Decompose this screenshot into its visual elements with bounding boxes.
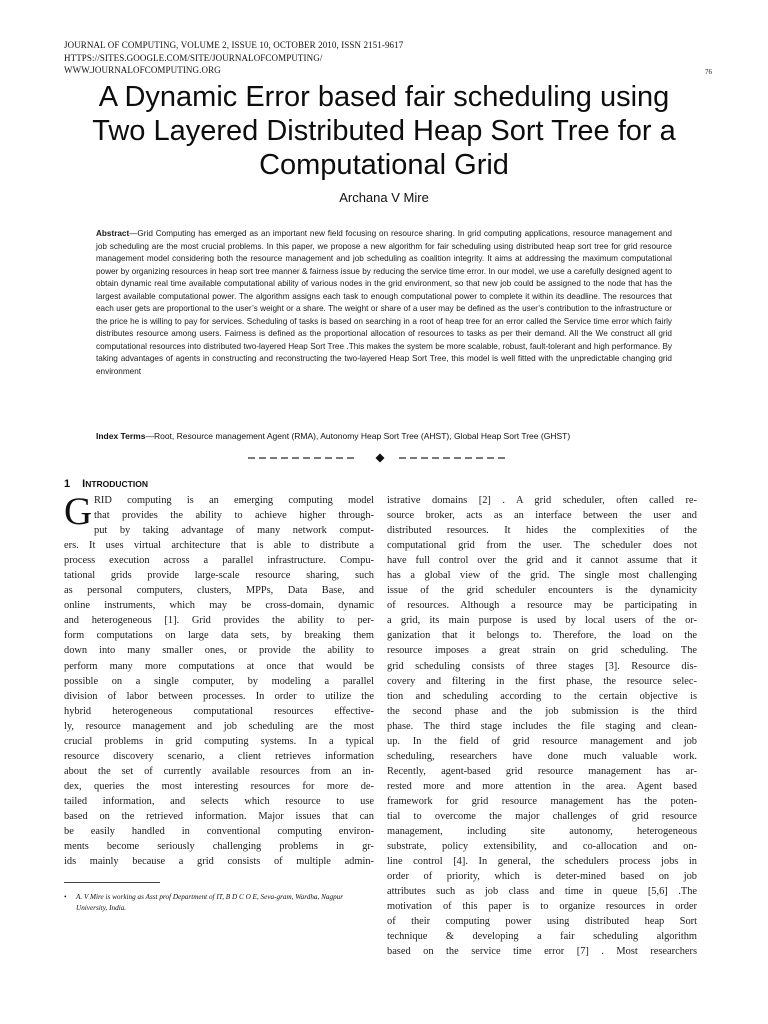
body-line: covery and filtering in the first phase, the resource selec-	[387, 675, 697, 687]
body-line: rested more and more attention in the area. Agent based	[387, 780, 697, 792]
body-line: hybrid heterogeneous computational resources effective-	[64, 705, 374, 717]
body-line: based on the service time error [7] . Most researchers	[387, 946, 697, 958]
body-line: of their computing power using distributed heap Sort	[387, 916, 697, 928]
section-title-initial: I	[82, 478, 86, 490]
body-line: possible on a single computer, by modeling a parallel	[64, 675, 374, 687]
abstract-text: —Grid Computing has emerged as an important new field focusing on resource sharing. In grid computing applications, resource management and job scheduling are the most crucial problems. In this paper, we propose a new algorithm for fair scheduling using distributed heap sort tree for grid resource management model considering both the resource management and job scheduling as coalition integrity. It aims at addressing the maximum computational power by organizing resources in heap sort tree manner & fairness issue by reducing the service time error. In our model, we use a carefully designed agent to obtain dynamic real time available computational ability of various nodes in the grid environment, so that new job could be assigned to the node that has the largest available computational power. The algorithm assigns each task to enough computational power to complete it within its deadline. The resources that each user gets are proportional to the user’s weight or a share. The weight or share of a user may be defined as the user’s contribution to the infrastructure or the price he is willing to pay for services. Scheduling of tasks is based on searching in a root of heap tree for an error called the Service time error which fairly distributes resource among users. Fairness is defined as the proportional allocation of resources to tasks as per their demand. All the We construct all grid computational resources into distributed two-layered Heap Sort Tree .This makes the system be more scalable, robust, fault-tolerant and high performance. By taking advantages of agents in constructing and reconstructing the two-layered Heap Sort Tree, this model is well fitted with the unpredictable changing grid environment	[96, 229, 672, 377]
right-column	[387, 493, 697, 959]
body-line: down into many smaller ones, or provide the ability to	[64, 645, 374, 657]
body-line: attributes such as job class and time in queue [5,6] .The	[387, 886, 697, 898]
abstract	[96, 228, 672, 379]
diamond-icon	[376, 454, 385, 463]
body-line: issue of the grid scheduler encounters is the dynamicity	[387, 585, 697, 597]
body-line: ids mainly because a grid consists of multiple admin-	[64, 856, 374, 868]
body-line: division of labor between processes. In order to utilize the	[64, 690, 374, 702]
author-footnote	[64, 892, 374, 914]
section-separator	[64, 450, 704, 466]
body-line: of resources. Although a resource may be participating in	[387, 600, 697, 612]
page-number: 76	[705, 68, 712, 76]
body-line: be easily handled in conventional computing environ-	[64, 826, 374, 838]
index-terms-label: Index Terms	[96, 431, 146, 441]
body-line: resource discovery scenario, a client retrieves information	[64, 750, 374, 762]
body-line: online instruments, which may be cross-domain, dynamic	[64, 600, 374, 612]
body-line: computational grid from the user. The scheduler does not	[387, 540, 697, 552]
body-line: tational grids provide large-scale resource sharing, such	[64, 570, 374, 582]
body-line: substrate, policy extensibility, and co-allocation and on-	[387, 841, 697, 853]
body-line: dex, queries the most interesting resources for more de-	[64, 780, 374, 792]
body-line: ly, resource management and job scheduling are the most	[64, 720, 374, 732]
body-line: scheduling, researchers have done much valuable work.	[387, 750, 697, 762]
body-line: process execution across a parallel infrastructure. Compu-	[64, 555, 374, 567]
body-line: tial to overcome the major challenges of grid resource	[387, 810, 697, 822]
footnote-text: A. V Mire is working as Asst prof Department of IT, B D C O E, Seva-gram, Wardha, Nagpur University, India.	[76, 893, 344, 912]
body-line: has a global view of the grid. The single most challenging	[387, 570, 697, 582]
body-line: RID computing is an emerging computing model	[94, 495, 374, 506]
body-line: ganization that it belongs to. Therefore, the load on the	[387, 630, 697, 642]
body-line: istrative domains [2] . A grid scheduler, often called re-	[387, 495, 697, 506]
body-line: put by taking advantage of many network comput-	[94, 525, 374, 537]
index-terms-text: —Root, Resource management Agent (RMA), Autonomy Heap Sort Tree (AHST), Global Heap Sort Tree (GHST)	[145, 431, 571, 441]
body-line: ers. It uses virtual architecture that is able to distribute a	[64, 540, 374, 552]
index-terms	[96, 431, 696, 441]
drop-cap: G	[64, 490, 93, 533]
section-title-rest: NTRODUCTION	[85, 479, 148, 489]
body-line: that provides the ability to achieve higher through-	[94, 510, 374, 522]
body-line: order of priority, which is deter-mined based on job	[387, 871, 697, 883]
body-line: have full control over the grid and it cannot assume that it	[387, 555, 697, 567]
author-name: Archana V Mire	[339, 190, 429, 205]
body-line: form computations on large data sets, by breaking them	[64, 630, 374, 642]
body-line: tailed information, and selects which resource to use	[64, 795, 374, 807]
body-line: as personal computers, clusters, MPPs, Data Base, and	[64, 585, 374, 597]
journal-header	[64, 39, 704, 77]
title-line: Computational Grid	[259, 149, 509, 181]
body-line: the second phase and the job submission is the third	[387, 705, 697, 717]
journal-url-line[interactable]: HTTPS://SITES.GOOGLE.COM/SITE/JOURNALOFCOMPUTING/	[64, 52, 323, 63]
left-column	[64, 490, 374, 869]
body-line: grid scheduling consists of three stages [3]. Resource dis-	[387, 660, 697, 672]
body-line: based on the retrieved information. Major issues that can	[64, 810, 374, 822]
body-line: a grid, its main purpose is used by local users of the or-	[387, 615, 697, 627]
body-line: source broker, acts as an interface between the user and	[387, 510, 697, 522]
body-line: line control [4]. In general, the schedulers process jobs in	[387, 856, 697, 868]
journal-info-line: JOURNAL OF COMPUTING, VOLUME 2, ISSUE 10, OCTOBER 2010, ISSN 2151-9617	[64, 40, 404, 50]
abstract-label: Abstract	[96, 229, 130, 238]
section-number: 1	[64, 478, 71, 490]
paper-title	[40, 80, 728, 182]
body-line: Recently, agent-based grid resource management has ar-	[387, 765, 697, 777]
body-line: perform many more computations at once that would be	[64, 660, 374, 672]
body-line: and heterogeneous [1]. Grid provides the ability to per-	[64, 615, 374, 627]
body-line: resource imposes a great strain on grid scheduling. The	[387, 645, 697, 657]
title-line: Two Layered Distributed Heap Sort Tree for a	[92, 115, 676, 147]
footnote-rule	[64, 882, 160, 883]
body-line: framework for grid resource management has the poten-	[387, 795, 697, 807]
body-line: crucial problems in grid computing systems. In a typical	[64, 735, 374, 747]
footnote-bullet: •	[64, 893, 67, 901]
body-line: up. In the field of grid resource management and job	[387, 735, 697, 747]
body-line: technique & developing a fair scheduling algorithm	[387, 931, 697, 943]
body-line: ments become seriously challenging problems in gr-	[64, 841, 374, 853]
section-heading-introduction	[64, 478, 148, 490]
title-line: A Dynamic Error based fair scheduling using	[98, 81, 670, 113]
body-line: tion and scheduling according to the certain objective is	[387, 690, 697, 702]
body-line: distributed resources. It hides the complexities of the	[387, 525, 697, 537]
body-line: management, including site autonomy, heterogeneous	[387, 826, 697, 838]
body-line: about the set of currently available resources from an in-	[64, 765, 374, 777]
body-line: motivation of this paper is to organize resources in order	[387, 901, 697, 913]
journal-website-line[interactable]: WWW.JOURNALOFCOMPUTING.ORG	[64, 65, 221, 75]
body-line: phase. The third stage includes the file staging and clean-	[387, 720, 697, 732]
